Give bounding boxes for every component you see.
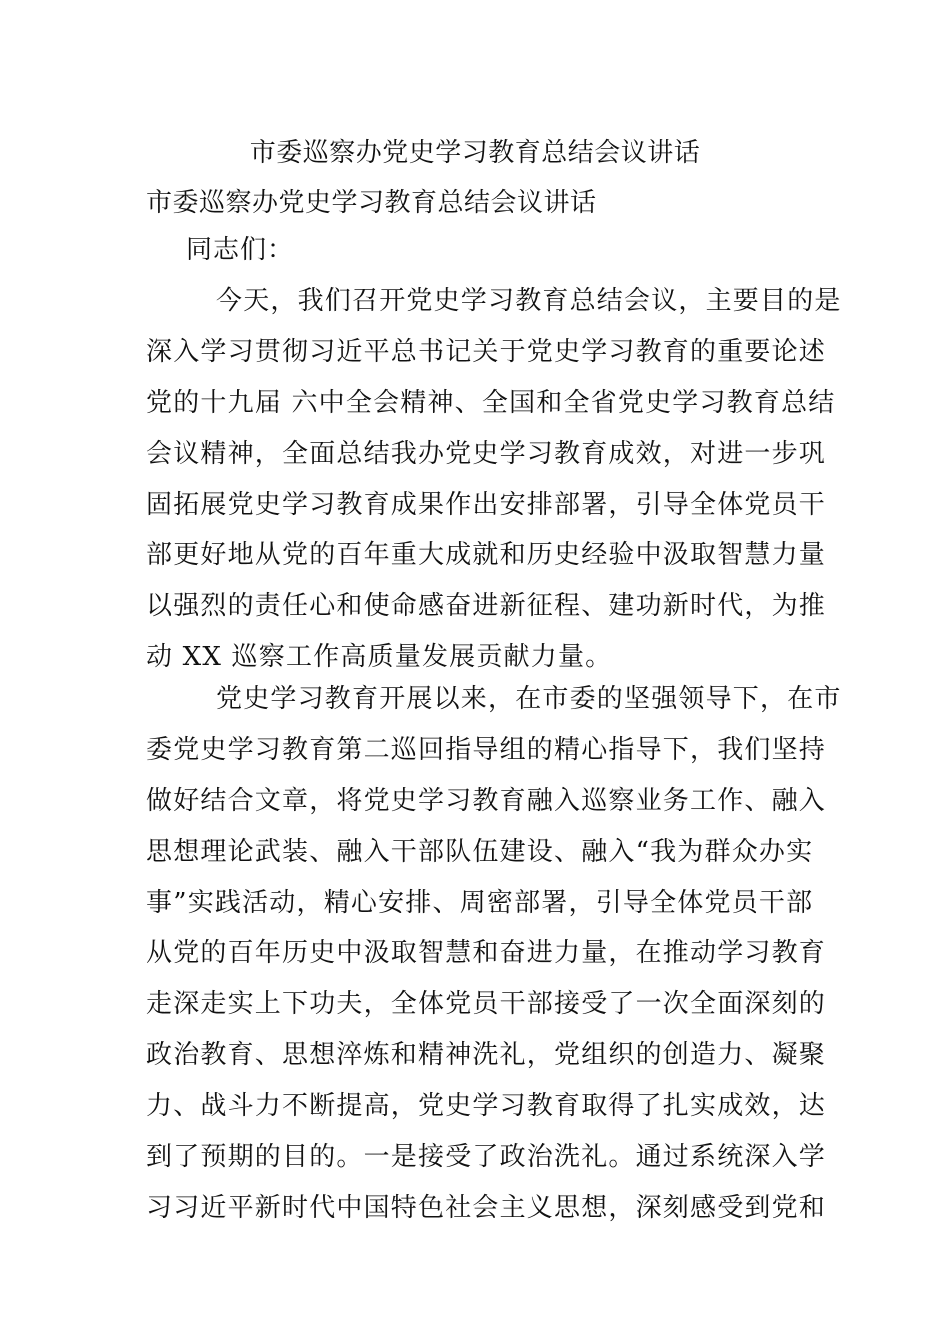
- paragraph-line: 会议精神，全面总结我办党史学习教育成效，对进一步巩: [146, 438, 827, 469]
- paragraph-line: 部更好地从党的百年重大成就和历史经验中汲取智慧力量: [146, 540, 827, 571]
- paragraph-line: 思想理论武装、融入干部队伍建设、融入“我为群众办实: [146, 836, 814, 867]
- paragraph-line: 力、战斗力不断提高，党史学习教育取得了扎实成效，达: [146, 1091, 827, 1122]
- paragraph-line: 政治教育、思想淬炼和精神洗礼，党组织的创造力、凝聚: [146, 1040, 827, 1071]
- paragraph-line: 党史学习教育开展以来，在市委的坚强领导下，在市: [216, 684, 842, 714]
- paragraph-line: 事”实践活动，精心安排、周密部署，引导全体党员干部: [146, 887, 814, 918]
- paragraph-line: 委党史学习教育第二巡回指导组的精心指导下，我们坚持: [146, 734, 827, 765]
- document-title: 市委巡察办党史学习教育总结会议讲话: [249, 138, 701, 168]
- paragraph-line: 党的十九届 六中全会精神、全国和全省党史学习教育总结: [146, 387, 836, 418]
- paragraph-line: 今天，我们召开党史学习教育总结会议，主要目的是: [216, 286, 842, 316]
- paragraph-line: 走深走实上下功夫，全体党员干部接受了一次全面深刻的: [146, 989, 827, 1020]
- paragraph-line: 动 XX 巡察工作高质量发展贡献力量。: [146, 642, 613, 673]
- paragraph-line: 深入学习贯彻习近平总书记关于党史学习教育的重要论述: [146, 336, 827, 367]
- paragraph-1: [146, 276, 842, 683]
- paragraph-line: 从党的百年历史中汲取智慧和奋进力量，在推动学习教育: [146, 938, 827, 969]
- paragraph-line: 习习近平新时代中国特色社会主义思想，深刻感受到党和: [146, 1192, 827, 1223]
- paragraph-line: 以强烈的责任心和使命感奋进新征程、建功新时代，为推: [146, 591, 827, 622]
- paragraph-line: 到了预期的目的。一是接受了政治洗礼。通过系统深入学: [146, 1142, 827, 1173]
- salutation: 同志们：: [186, 235, 295, 265]
- paragraph-2: [146, 674, 842, 1234]
- document-subtitle: 市委巡察办党史学习教育总结会议讲话: [146, 188, 597, 218]
- paragraph-line: 固拓展党史学习教育成果作出安排部署，引导全体党员干: [146, 489, 827, 520]
- paragraph-line: 做好结合文章，将党史学习教育融入巡察业务工作、融入: [146, 785, 827, 816]
